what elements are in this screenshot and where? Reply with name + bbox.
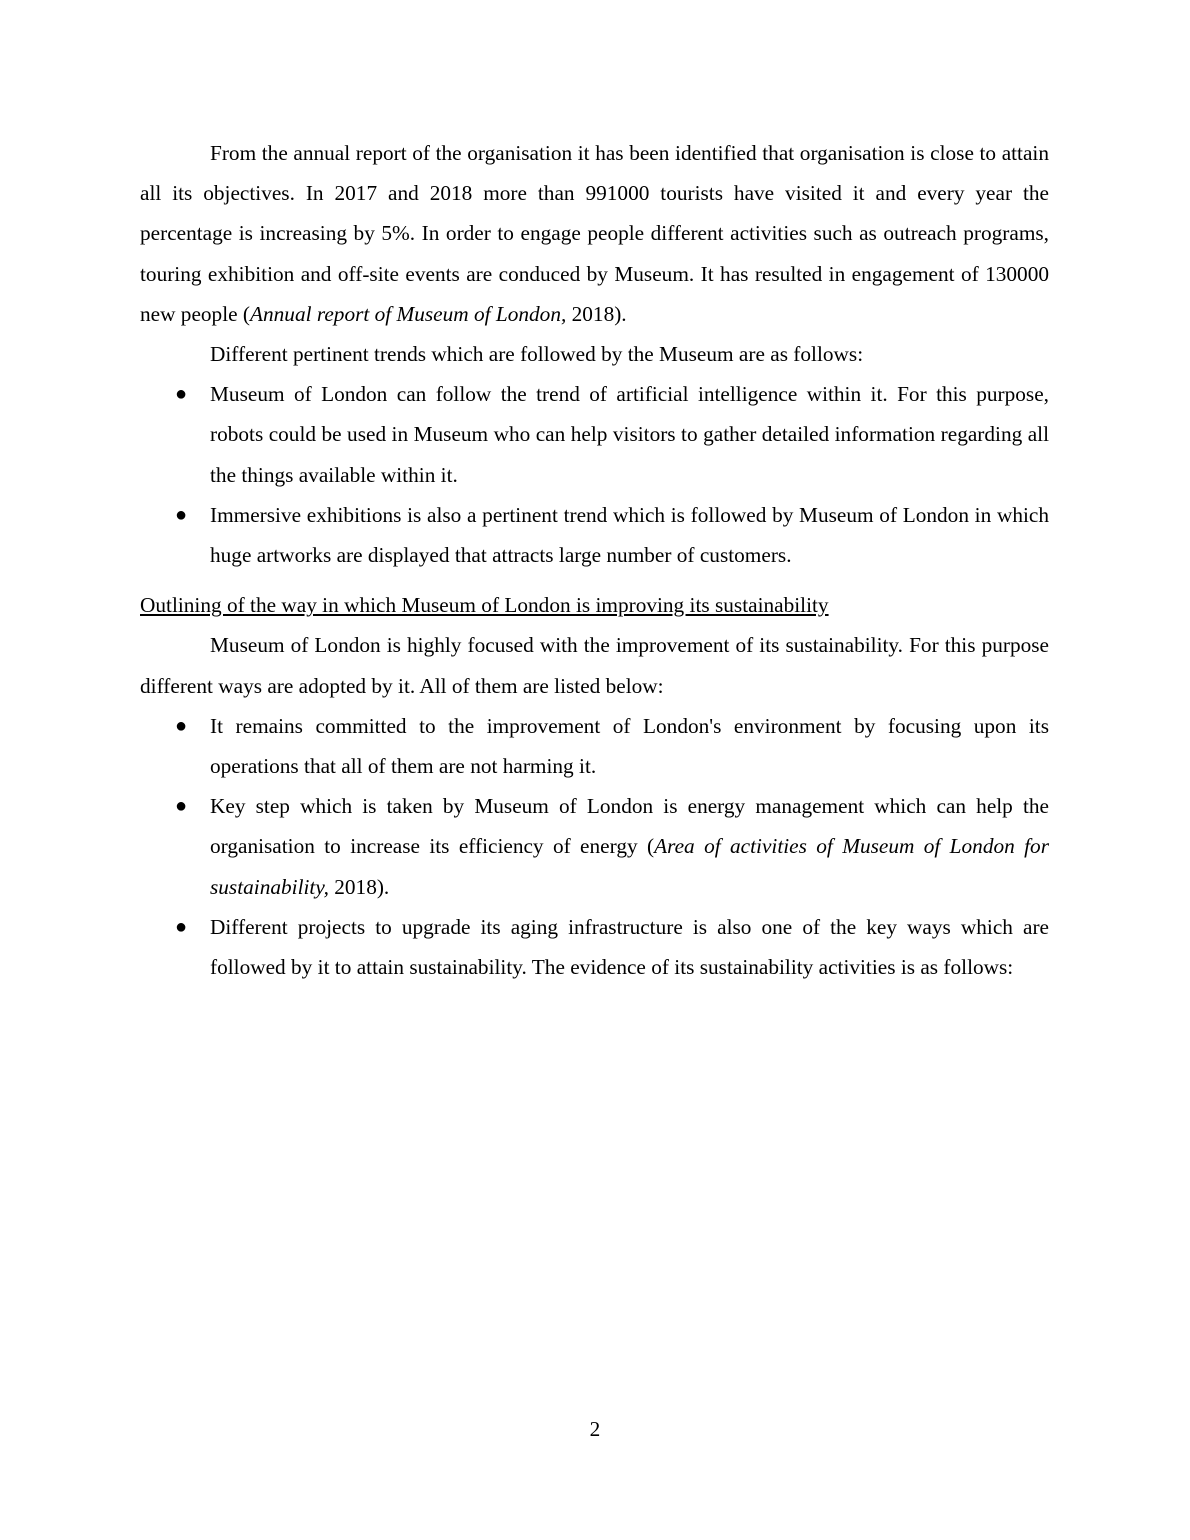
bullet-icon: ● (175, 915, 188, 938)
bullet-icon: ● (175, 714, 188, 737)
document-page (140, 133, 1049, 987)
list-item-text: Different projects to upgrade its aging infrastructure is also one of the key ways which are followed by it to attain sustainability. The evidence of its sustainability activities is as follows: (210, 914, 1049, 980)
citation-sustainability: Area of activities of Museum of London for sustainability, (210, 834, 1049, 899)
list-item (140, 786, 1049, 907)
sustainability-ways-list (140, 706, 1049, 987)
paragraph-trends-intro: Different pertinent trends which are followed by the Museum are as follows: (210, 342, 864, 367)
paragraph-text: From the annual report of the organisation it has been identified that organisation is close to attain all its objectives. In 2017 and 2018 more than 991000 tourists have visited it and every year the percentage is increasing by 5%. In order to engage people different activities such as outreach programs, touring exhibition and off-site events are conduced by Museum. It has resulted in engagement of 130000 new people ( (140, 141, 1049, 326)
bullet-icon: ● (175, 795, 188, 818)
citation-year: 2018). (328, 874, 390, 899)
section-heading: Outlining of the way in which Museum of London is improving its sustainability (140, 593, 829, 618)
list-item (140, 706, 1049, 786)
page-number: 2 (589, 1417, 601, 1441)
citation-annual-report: Annual report of Museum of London, (250, 301, 567, 326)
citation-year: 2018). (566, 301, 627, 326)
list-item-text: Key step which is taken by Museum of London is energy management which can help the organisation to increase its efficiency of energy ( (210, 794, 1049, 859)
paragraph-annual-report (140, 133, 1049, 334)
list-item (140, 495, 1049, 575)
trends-list (140, 374, 1049, 575)
paragraph-sustainability-intro: Museum of London is highly focused with the improvement of its sustainability. For this purpose different ways are adopted by it. All of them are listed below: (140, 633, 1049, 698)
list-item-text: Museum of London can follow the trend of artificial intelligence within it. For this purpose, robots could be used in Museum who can help visitors to gather detailed information regarding all the things available within it. (210, 382, 1049, 487)
bullet-icon: ● (175, 503, 188, 526)
list-item-text: It remains committed to the improvement of London's environment by focusing upon its operations that all of them are not harming it. (210, 713, 1049, 779)
list-item (140, 374, 1049, 495)
bullet-icon: ● (175, 383, 188, 406)
list-item (140, 907, 1049, 987)
list-item-text: Immersive exhibitions is also a pertinent trend which is followed by Museum of London in which huge artworks are displayed that attracts large number of customers. (210, 502, 1049, 568)
